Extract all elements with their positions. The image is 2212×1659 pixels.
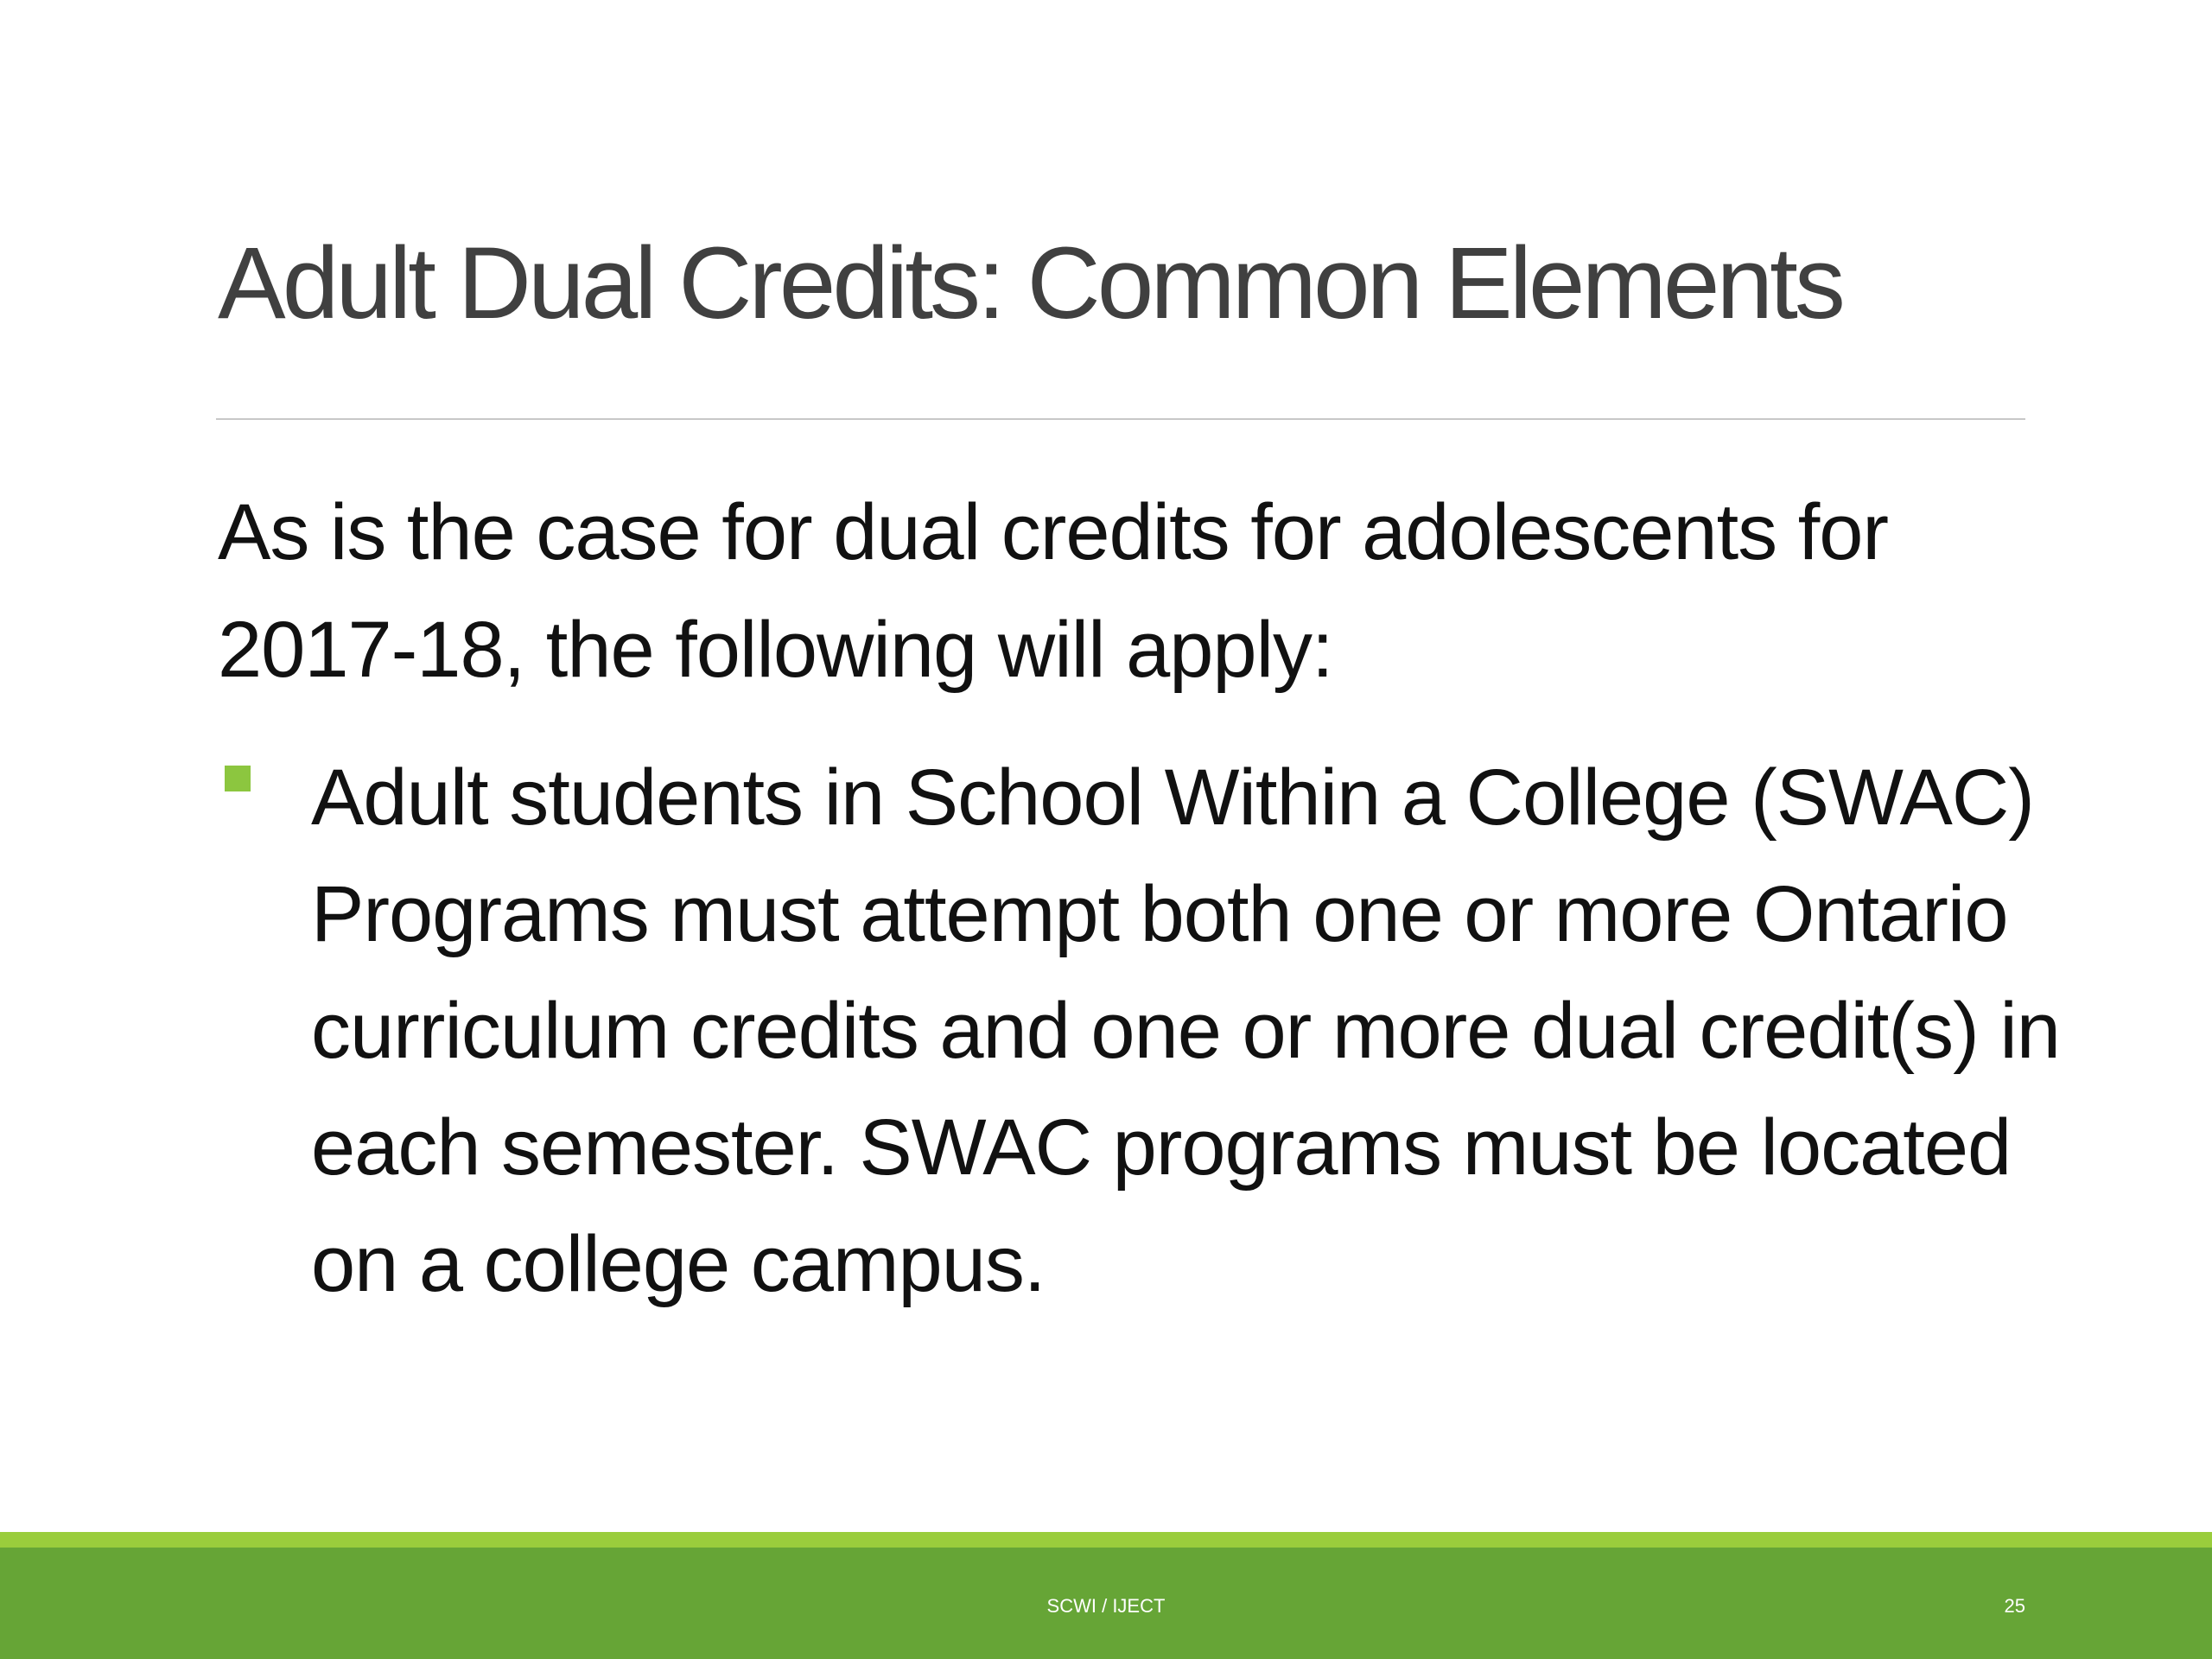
bullet-text: Adult students in School Within a College (SWAC) Programs must attempt both one or more Ontario curriculum credits and one or more dual credit(s) in each semester. SWAC programs must be located on a college campus.	[311, 753, 2060, 1308]
page-number: 25	[2004, 1595, 2025, 1617]
title-divider	[216, 418, 2025, 420]
bullet-list	[218, 740, 2084, 1323]
intro-paragraph: As is the case for dual credits for adolescents for 2017-18, the following will apply:	[218, 488, 1889, 694]
footer-accent-stripe	[0, 1532, 2212, 1548]
bullet-item	[218, 740, 2084, 1323]
square-bullet-icon	[225, 766, 251, 791]
footer-text: SCWI / IJECT	[1046, 1595, 1166, 1617]
slide-title: Adult Dual Credits: Common Elements	[218, 226, 1842, 340]
